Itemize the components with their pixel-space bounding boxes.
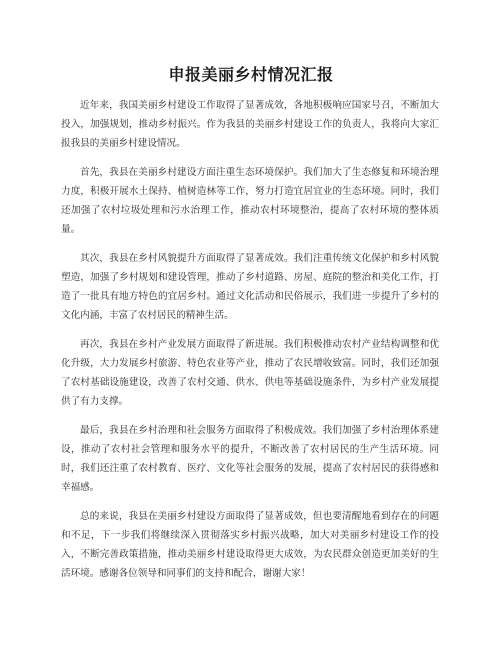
paragraph-village-style: 其次，我县在乡村风貌提升方面取得了显著成效。我们注重传统文化保护和乡村风貌塑造，加强了乡村规划和建设管理，推动了乡村道路、房屋、庭院的整治和美化工作，打造了一批具有地方特色的宜居乡村。通过文化活动和民俗展示，我们进一步提升了乡村的文化内涵，丰富了农村居民的精神生活。	[61, 253, 439, 321]
paragraph-ecology: 首先，我县在美丽乡村建设方面注重生态环境保护。我们加大了生态修复和环境治理力度，积极开展水土保持、植树造林等工作，努力打造宜居宜业的生态环境。同时，我们还加强了农村垃圾处理和污水治理工作，推动农村环境整治，提高了农村环境的整体质量。	[61, 167, 439, 235]
paragraph-governance: 最后，我县在乡村治理和社会服务方面取得了积极成效。我们加强了乡村治理体系建设，推动了农村社会管理和服务水平的提升，不断改善了农村居民的生产生活环境。同时，我们还注重了农村教育、医疗、文化等社会服务的发展，提高了农村居民的获得感和幸福感。	[61, 425, 439, 493]
paragraph-summary: 总的来说，我县在美丽乡村建设方面取得了显著成效，但也要清醒地看到存在的问题和不足，下一步我们将继续深入贯彻落实乡村振兴战略，加大对美丽乡村建设工作的投入，不断完善政策措施，推动美丽乡村建设取得更大成效，为农民群众创造更加美好的生活环境。感谢各位领导和同事们的支持和配合，谢谢大家！	[61, 511, 439, 579]
document-body	[61, 96, 439, 593]
paragraph-industry: 再次，我县在乡村产业发展方面取得了新进展。我们积极推动农村产业结构调整和优化升级，大力发展乡村旅游、特色农业等产业，推动了农民增收致富。同时，我们还加强了农村基础设施建设，改善了农村交通、供水、供电等基础设施条件，为乡村产业发展提供了有力支撑。	[61, 339, 439, 407]
paragraph-intro: 近年来，我国美丽乡村建设工作取得了显著成效，各地积极响应国家号召，不断加大投入，加强规划，推动乡村振兴。作为我县的美丽乡村建设工作的负责人，我将向大家汇报我县的美丽乡村建设情况。	[61, 100, 439, 149]
document-title: 申报美丽乡村情况汇报	[168, 65, 334, 84]
